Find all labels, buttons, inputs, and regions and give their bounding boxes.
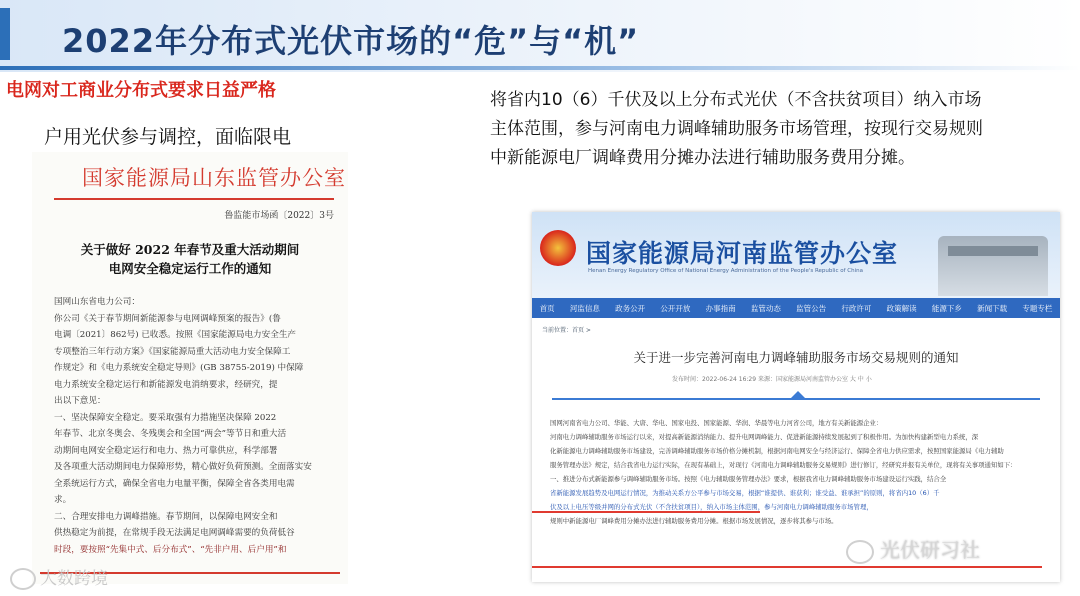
slide-title: 2022年分布式光伏市场的“危”与“机”	[62, 22, 640, 60]
document-title-line: 电网安全稳定运行工作的通知	[108, 261, 272, 276]
notice-title: 关于进一步完善河南电力调峰辅助服务市场交易规则的通知	[633, 350, 959, 365]
notice-red-underline	[532, 511, 760, 513]
notice-body-line: 化新能源电力调峰辅助服务市场建设，完善调峰辅助服务市场价格分摊机制，根据河南电网安全与经济运行、保障全省电力供应需求，按照国家能源局《电力辅助	[550, 447, 1004, 455]
website-nav	[532, 298, 1060, 318]
watermark-logo-icon	[10, 568, 36, 590]
document-body-line: 全系统运行方式，确保全省电力电量平衡，保障全省各类用电需	[54, 478, 295, 489]
document-body-line: 电力系统安全稳定运行和新能源发电消纳要求，经研究，提	[54, 379, 278, 390]
document-title	[32, 240, 348, 278]
left-watermark-text: 大数跨境	[40, 569, 108, 589]
nav-item[interactable]: 政策解读	[886, 303, 917, 313]
title-accent-bar	[0, 8, 10, 60]
right-watermark	[846, 534, 980, 564]
document-red-rule	[54, 198, 334, 200]
document-body-line: 电调〔2021〕862号) 已收悉。按照《国家能源局电力安全生产	[54, 330, 297, 340]
website-english-title: Henan Energy Regulatory Office of National Energy Administration of the People's Republic of China	[588, 268, 863, 274]
nav-item[interactable]: 监管公告	[796, 303, 827, 313]
document-body-line: 及各项重大活动期间电力保障形势，精心做好负荷预测。全面落实安	[54, 462, 312, 472]
right-paragraph	[490, 86, 1050, 173]
title-band	[0, 0, 1080, 72]
document-body-line: 你公司《关于春节期间新能源参与电网调峰预案的报告》(鲁	[54, 313, 281, 324]
document-body-line: 出以下意见：	[54, 396, 106, 406]
right-paragraph-line: 将省内10（6）千伏及以上分布式光伏（不含扶贫项目）纳入市场	[490, 90, 982, 110]
document-body-line: 动期间电网安全稳定运行和电力、热力可靠供应，科学部署	[54, 445, 278, 456]
nav-item[interactable]: 办事指南	[705, 303, 736, 313]
document-body-line: 一、坚决保障安全稳定。要采取强有力措施坚决保障 2022	[54, 412, 277, 423]
document-body-line: 供热稳定为前提，在常规手段无法满足电网调峰需要的负荷低谷	[54, 528, 295, 538]
document-body-line: 求。	[54, 495, 72, 505]
nav-item[interactable]: 首页	[539, 303, 555, 313]
document-body-line: 作规定》和《电力系统安全稳定导则》(GB 38755-2019) 中保障	[54, 363, 304, 373]
right-paragraph-line: 中新能源电厂调峰费用分摊办法进行辅助服务费用分摊。	[490, 148, 915, 168]
document-body-line: 专项整治三年行动方案》《国家能源局重大活动电力安全保障工	[54, 346, 291, 357]
notice-red-underline	[532, 566, 1042, 568]
document-body-line: 二、合理安排电力调峰措施。春节期间，以保障电网安全和	[54, 511, 278, 522]
document-body-line: 国网山东省电力公司：	[54, 297, 140, 307]
nav-item[interactable]: 公开开放	[660, 303, 691, 313]
document-body-line-highlight: 时段，要按照“先集中式、后分布式”、“先非户用、后户用”和	[54, 544, 287, 555]
document-agency-header: 国家能源局山东监管办公室	[82, 166, 346, 190]
document-title-line: 关于做好 2022 年春节及重大活动期间	[80, 242, 300, 257]
notice-body-line: 河南电力调峰辅助服务市场运行以来，对提高新能源消纳能力、提升电网调峰能力、促进新能源持续发展起到了积极作用。为加快构建新型电力系统，深	[550, 433, 979, 441]
notice-body-line: 一、推进分布式新能源参与调峰辅助服务市场。按照《电力辅助服务管理办法》要求，根据我省电力调峰辅助服务市场建设运行实践，结合全	[550, 475, 947, 483]
nav-item[interactable]: 监管动态	[750, 303, 781, 313]
shandong-document-scan	[32, 152, 348, 584]
notice-body-line: 规则中新能源电厂调峰费用分摊办法进行辅助服务费用分摊。根据市场发展情况，逐步将其参与市场。	[550, 517, 838, 525]
henan-website-screenshot	[532, 212, 1060, 582]
wechat-logo-icon	[846, 540, 874, 564]
title-underline	[0, 66, 1080, 70]
notice-body-line-highlight: 省新能源发展趋势及电网运行情况，为推动关系方公平参与市场交易，根据“谁提供、谁获利；谁受益、谁承担”的原则，将省内10（6）千	[550, 489, 940, 497]
left-watermark	[10, 564, 108, 590]
website-agency-title: 国家能源局河南监管办公室	[586, 239, 899, 268]
document-body	[54, 294, 336, 558]
gate-building-icon	[938, 236, 1048, 296]
notice-meta: 发布时间：2022-06-24 16:29 来源：国家能源局河南监管办公室 大 中 小	[672, 376, 872, 383]
nav-item[interactable]: 新闻下载	[977, 303, 1008, 313]
breadcrumb[interactable]: 当前位置：首页 >	[542, 327, 591, 334]
national-emblem-icon	[540, 230, 576, 266]
website-header	[532, 212, 1060, 298]
notice-body-line: 国网河南省电力公司、华能、大唐、华电、国家电投、国家能源、华润、华晨等电力河省公司，地方有关新能源企业：	[550, 419, 883, 427]
red-heading: 电网对工商业分布式要求日益严格	[6, 80, 276, 101]
nav-item[interactable]: 河监信息	[569, 303, 600, 313]
right-watermark-text: 光伏研习社	[880, 538, 980, 562]
notice-body-line: 服务管理办法》规定，结合我省电力运行实际，在现有基础上，对现行《河南电力调峰辅助服务交易规则》进行修订，经研究并报有关单位，现将有关事项通知如下：	[550, 461, 1017, 469]
nav-item[interactable]: 能源下乡	[931, 303, 962, 313]
right-paragraph-line: 主体范围，参与河南电力调峰辅助服务市场管理，按现行交易规则	[490, 119, 983, 139]
document-number: 鲁监能市场函〔2022〕3号	[224, 211, 334, 221]
nav-item[interactable]: 专题专栏	[1022, 303, 1053, 313]
nav-item[interactable]: 政务公开	[615, 303, 646, 313]
nav-item[interactable]: 行政许可	[841, 303, 872, 313]
document-body-line: 年春节、北京冬奥会、冬残奥会和全国“两会”等节日和重大活	[54, 429, 287, 439]
separator-arrow-icon	[790, 391, 806, 399]
notice-body-line-highlight: 伏及以上电压等级并网的分布式光伏（不含扶贫项目），纳入市场主体范围，参与河南电力调峰辅助服务市场管理，	[550, 503, 873, 511]
sub-heading: 户用光伏参与调控，面临限电	[44, 126, 292, 148]
